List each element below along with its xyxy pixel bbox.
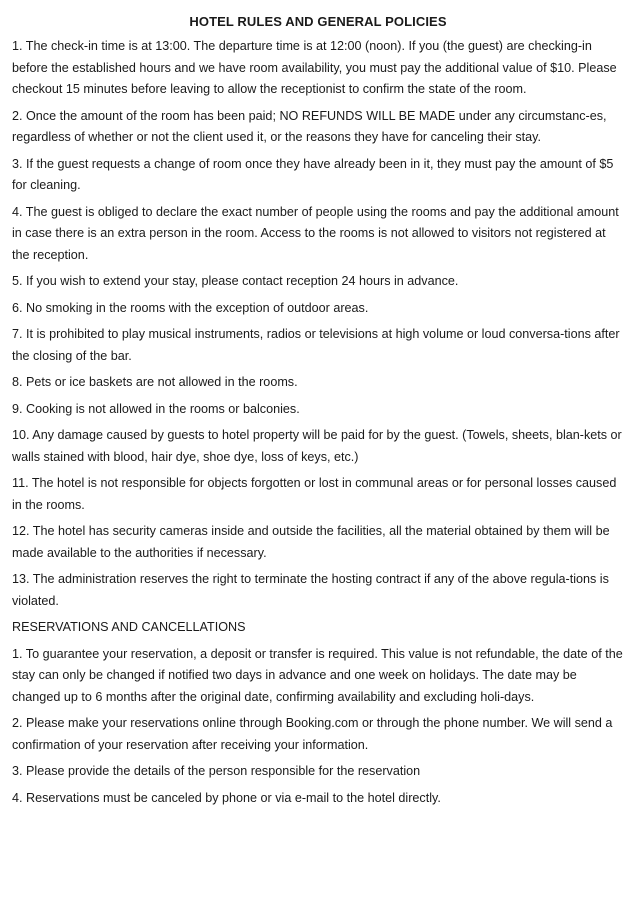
rule-item: 12. The hotel has security cameras inside and outside the facilities, all the material obtained by them will be made available to the authorities if necessary.	[12, 524, 610, 560]
rule-item: 8. Pets or ice baskets are not allowed in the rooms.	[12, 375, 298, 389]
rule-item: 2. Once the amount of the room has been paid; NO REFUNDS WILL BE MADE under any circumstanc-es, regardless of whether or not the client used it, or the reasons they have for canceling their stay.	[12, 108, 607, 144]
rule-item: 11. The hotel is not responsible for objects forgotten or lost in communal areas or for personal losses caused in the rooms.	[12, 476, 617, 512]
reservations-heading: RESERVATIONS AND CANCELLATIONS	[12, 620, 246, 634]
reservation-item: 1. To guarantee your reservation, a deposit or transfer is required. This value is not refundable, the date of the stay can only be changed if notified two days in advance and one week on holidays. The date may be changed up to 6 months after the original date, confirming availability and excluding holi-days.	[12, 646, 623, 704]
rule-item: 4. The guest is obliged to declare the exact number of people using the rooms and pay the additional amount in case there is an extra person in the room. Access to the rooms is not allowed to visitors not registered at the reception.	[12, 204, 619, 262]
rule-item: 9. Cooking is not allowed in the rooms or balconies.	[12, 401, 300, 416]
document-title: HOTEL RULES AND GENERAL POLICIES	[189, 14, 447, 29]
rule-item: 5. If you wish to extend your stay, please contact reception 24 hours in advance.	[12, 274, 459, 288]
policy-document	[12, 13, 624, 814]
reservation-item: 4. Reservations must be canceled by phone or via e-mail to the hotel directly.	[12, 790, 441, 805]
reservation-item: 2. Please make your reservations online through Booking.com or through the phone number. We will send a confirmation of your reservation after receiving your information.	[12, 716, 613, 752]
rule-item: 6. No smoking in the rooms with the exception of outdoor areas.	[12, 300, 369, 315]
rule-item: 10. Any damage caused by guests to hotel property will be paid for by the guest. (Towels, sheets, blan-kets or walls stained with blood, hair dye, shoe dye, loss of keys, etc.)	[12, 428, 622, 464]
rules-list	[12, 36, 624, 612]
rule-item: 1. The check-in time is at 13:00. The departure time is at 12:00 (noon). If you (the guest) are checking-in before the established hours and we have room availability, you must pay the additional value of $10. Please checkout 15 minutes before leaving to allow the receptionist to confirm the state of the room.	[12, 39, 617, 96]
rule-item: 7. It is prohibited to play musical instruments, radios or televisions at high volume or loud conversa-tions after the closing of the bar.	[12, 327, 620, 363]
reservation-item: 3. Please provide the details of the person responsible for the reservation	[12, 764, 421, 778]
rule-item: 13. The administration reserves the right to terminate the hosting contract if any of the above regula-tions is violated.	[12, 572, 609, 608]
rule-item: 3. If the guest requests a change of room once they have already been in it, they must pay the amount of $5 for cleaning.	[12, 156, 614, 192]
reservations-list	[12, 644, 624, 810]
